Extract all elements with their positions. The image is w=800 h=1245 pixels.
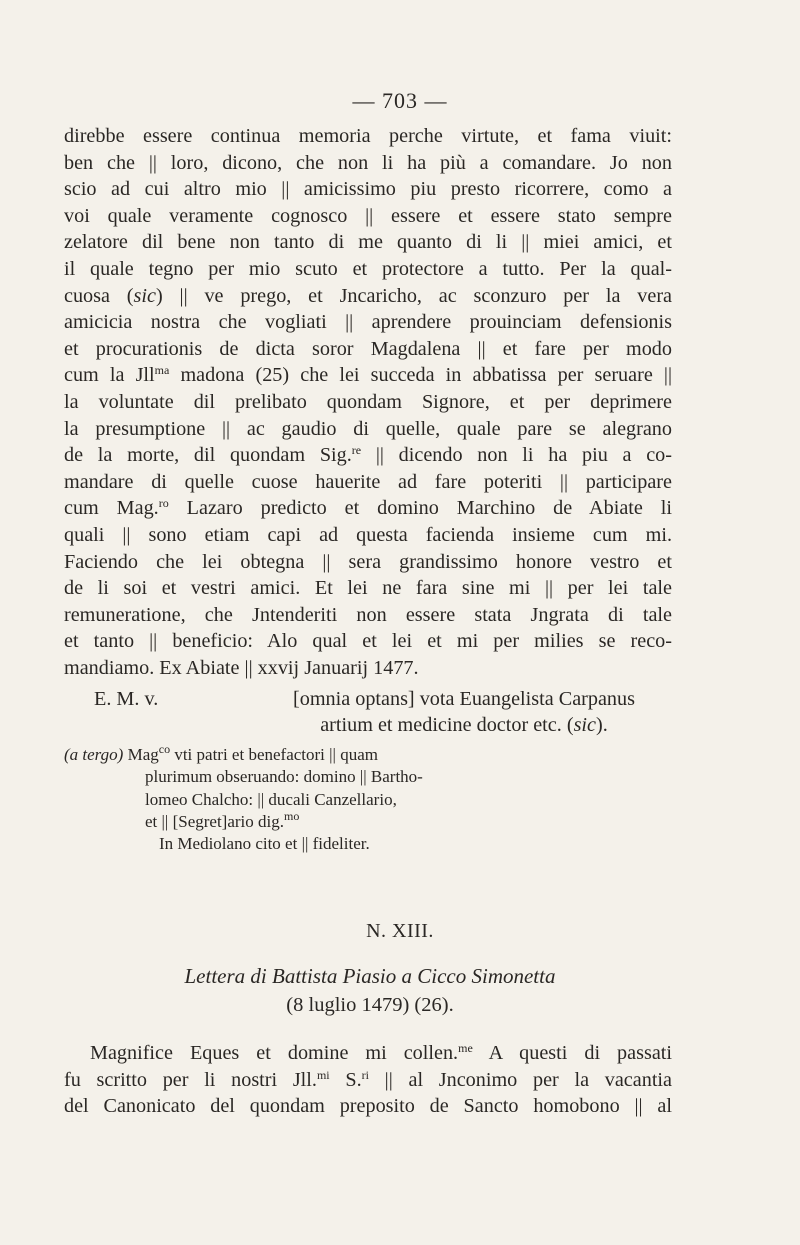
text-line: cum Mag.$^{ro}$ Lazaro predicto et domino Marchino de Abiate li [64,496,672,520]
text-line: et procurationis de dicta soror Magdalena || et fare per modo [64,337,672,360]
text-line: de li soi et vestri amici. Et lei ne fara sine mi || per lei tale [64,577,672,600]
text-line: del Canonicato del quondam preposito de Sancto homobono || al [64,1095,672,1118]
text-line: mandiamo. Ex Abiate || xxvij Januarij 1477. [64,656,419,679]
signature-line-1: [omnia optans] vota Euangelista Carpanus [293,688,635,710]
text-line: fu scritto per li nostri Jll.$^{mi}$ S.$^{ri}$ || al Jnconimo per la vacantia [64,1067,673,1091]
text-line: mandare di quelle cuose hauerite ad fare poteriti || participare [64,470,672,493]
text-line: la voluntate dil prelibato quondam Signore, et per deprimere [64,390,672,413]
closing-abbreviation: E. M. v. [94,688,159,710]
text-line: cum la Jll$^{ma}$ madona (25) che lei succeda in abbatissa per seruare || [64,363,673,387]
document-date: (8 luglio 1479) (26). [286,994,454,1016]
text-line: remuneratione, che Jntenderiti non essere stata Jngrata di tale [64,603,672,626]
text-line: voi quale veramente cognosco || essere et essere stato sempre [64,204,672,227]
document-title: Lettera di Battista Piasio a Cicco Simonetta [184,964,556,988]
text-line: scio ad cui altro mio || amicissimo piu presto ricorrere, como a [64,178,672,201]
verso-label: (a tergo) [64,745,124,764]
text-line: quali || sono etiam capi ad questa facienda insieme cum mi. [64,523,672,546]
text-line: il quale tegno per mio scuto et protectore a tutto. Per la qual- [64,257,672,280]
text-line: Faciendo che lei obtegna || sera grandissimo honore vestro et [64,550,672,573]
signature-line-2: artium et medicine doctor etc. (sic). [320,714,608,736]
page-number: — 703 — [352,88,448,113]
text-line: la presumptione || ac gaudio di quelle, quale pare se alegrano [64,417,672,440]
document-number: N. XIII. [366,920,434,942]
text-line: zelatore dil bene non tanto di me quanto di li || miei amici, et [64,231,672,254]
text-line: direbbe essere continua memoria perche virtute, et fama viuit: [64,125,672,147]
text-line: amicicia nostra che vogliati || aprendere prouinciam defensionis [64,311,672,334]
text-line: ben che || loro, dicono, che non li ha più a comandare. Jo non [64,151,672,174]
text-line: et tanto || beneficio: Alo qual et lei et mi per milies se reco- [64,630,672,653]
text-line: de la morte, dil quondam Sig.$^{re}$ || dicendo non li ha piu a co- [64,443,672,467]
second-letter-body [64,1040,672,1120]
text-line: Magnifice Eques et domine mi collen.$^{me}$ A questi di passati [90,1041,672,1064]
letter-body [64,123,672,681]
text-line: cuosa (sic) || ve prego, et Jncaricho, ac sconzuro per la vera [64,284,673,307]
address-verso: (a tergo) Mag$^{co}$ vti patri et benefactori || quam plurimum obseruando: domino || Bartho- lomeo Chalcho: || ducali Canzellario, et || [Segret]ario dig.$^{mo}$ In Mediolano cito et || fideliter. [64,742,423,854]
